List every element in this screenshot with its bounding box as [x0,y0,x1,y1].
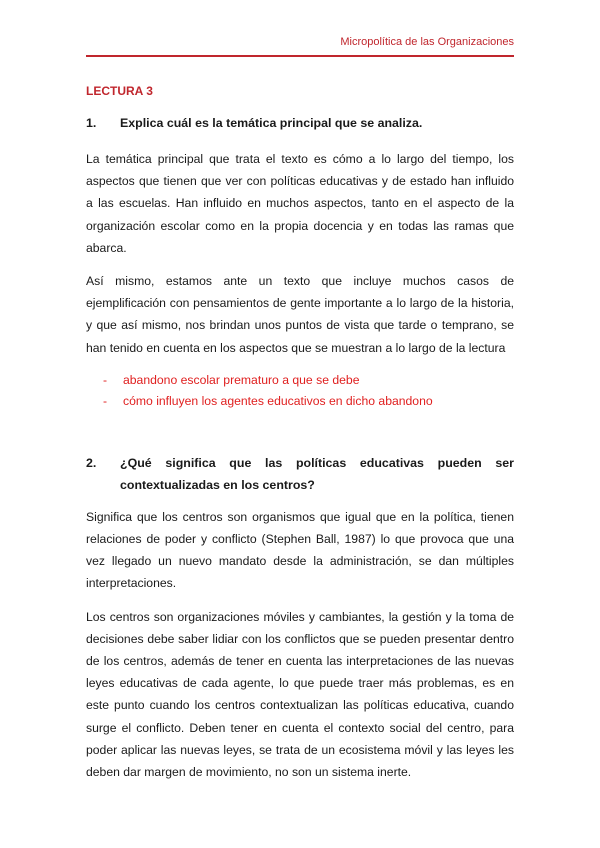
bullet-text: cómo influyen los agentes educativos en dicho abandono [123,394,433,409]
answer-paragraph: Los centros son organizaciones móviles y cambiantes, la gestión y la toma de decisiones debe saber lidiar con los conflictos que se pueden presentar dentro de los centros, además de tener en cuenta las interpretaciones de las nuevas leyes educativas de cada agente, lo que puede traer más problemas, es en este punto cuando los centros contextualizan las políticas educativa, cuando surge el conflicto. Deben tener en cuenta el contexto social del centro, para poder aplicar las nuevas leyes, se trata de un ecosistema móvil y las leyes les deben dar margen de movimiento, no son un sistema inerte. [86,609,514,780]
document-body [86,84,514,794]
running-header: Micropolítica de las Organizaciones [340,36,514,48]
list-item [103,391,514,413]
bullet-list [86,370,514,413]
question-text: Explica cuál es la temática principal que se analiza. [120,116,423,130]
bullet-dash: - [103,372,108,387]
answer-paragraph: Significa que los centros son organismos que igual que en la política, tienen relaciones de poder y conflicto (Stephen Ball, 1987) lo que provoca que una vez llegado un nuevo mandato desde la administración, se dan múltiples interpretaciones. [86,509,514,591]
answer-paragraph: Así mismo, estamos ante un texto que incluye muchos casos de ejemplificación con pensamientos de gente importante a lo largo de la historia, y que así mismo, nos brindan unos puntos de vista que tarde o temprano, se han tenido en cuenta en los aspectos que se muestran a lo largo de la lectura [86,274,514,355]
section-title: LECTURA 3 [86,84,153,98]
answer-paragraph: La temática principal que trata el texto es cómo a lo largo del tiempo, los aspectos que tienen que ver con políticas educativas y de estado han influido a las escuelas. Han influido en muchos aspectos, tanto en el aspecto de la organización escolar como en la propia docencia y en todas las ramas que abarca. [86,152,514,255]
bullet-dash: - [103,394,108,409]
question-text: ¿Qué significa que las políticas educativas pueden ser contextualizadas en los centros? [120,455,514,492]
list-item [103,370,514,392]
section-gap [86,413,514,452]
header-divider [86,55,514,57]
question-1 [86,112,514,134]
bullet-text: abandono escolar prematuro a que se debe [123,372,360,387]
question-2 [86,452,514,496]
question-number: 1. [86,116,97,130]
question-number: 2. [86,455,97,470]
